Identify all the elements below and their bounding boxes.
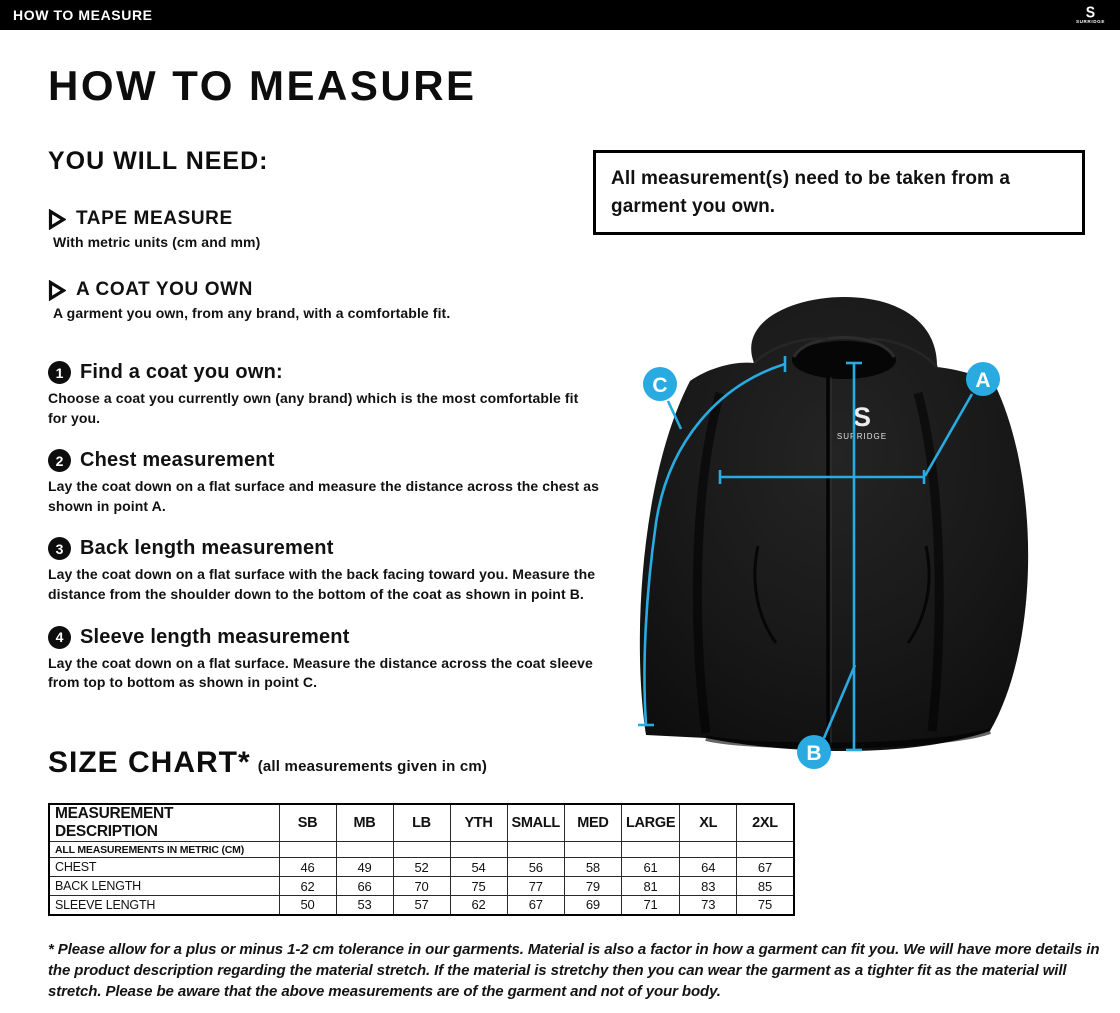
measurement-value-cell: 64	[680, 858, 737, 877]
tolerance-footnote: * Please allow for a plus or minus 1-2 cm tolerance in our garments. Material is also a factor in how a garment can fit you. We will have more details in the product description regarding the material stretch. If the material is stretchy then you can wear the garment as a tighter fit as the material will stretch. Please be aware that the above measurements are of the garment and not of your body.	[48, 941, 1100, 1000]
jacket-measurement-diagram	[588, 293, 1115, 803]
marker-a-label: A	[975, 369, 991, 392]
step-4-sleeve-length	[48, 626, 604, 693]
measurement-value-cell: 46	[279, 858, 336, 877]
measurement-value-cell	[680, 842, 737, 858]
column-size-2xl: 2XL	[737, 804, 794, 842]
measurement-value-cell: 50	[279, 896, 336, 915]
logo-initial: S	[1085, 2, 1096, 22]
step-description: Lay the coat down on a flat surface with the back facing toward you. Measure the distance from the shoulder down to the bottom of the coat as shown in point B.	[48, 566, 596, 602]
column-size-large: LARGE	[621, 804, 679, 842]
steps-list	[48, 361, 604, 693]
jacket-illustration	[588, 293, 1115, 803]
measurement-value-cell: 67	[737, 858, 794, 877]
column-size-med: MED	[564, 804, 621, 842]
need-label: TAPE MEASURE	[76, 208, 233, 229]
step-1-find-coat	[48, 361, 604, 428]
need-item-tape-measure	[48, 208, 604, 250]
step-head	[48, 537, 604, 560]
size-chart-body	[49, 842, 794, 915]
measurement-value-cell: 75	[450, 877, 507, 896]
measurement-value-cell	[621, 842, 679, 858]
step-number-badge: 4	[48, 626, 71, 649]
measurement-value-cell: 62	[279, 877, 336, 896]
jacket-silhouette	[640, 297, 1028, 751]
column-size-xl: XL	[680, 804, 737, 842]
step-description: Choose a coat you currently own (any brand) which is the most comfortable fit for you.	[48, 390, 579, 426]
need-head	[48, 208, 604, 230]
measurement-value-cell: 69	[564, 896, 621, 915]
measurement-value-cell	[564, 842, 621, 858]
step-description: Lay the coat down on a flat surface and measure the distance across the chest as shown in point A.	[48, 478, 600, 514]
step-number-badge: 1	[48, 361, 71, 384]
measurement-value-cell: 54	[450, 858, 507, 877]
measurement-value-cell: 79	[564, 877, 621, 896]
step-number-badge: 2	[48, 449, 71, 472]
column-size-small: SMALL	[507, 804, 564, 842]
marker-c-label: C	[652, 374, 668, 397]
size-chart-heading	[48, 746, 487, 780]
triangle-bullet-icon	[48, 280, 66, 301]
column-size-yth: YTH	[450, 804, 507, 842]
step-3-back-length	[48, 537, 604, 604]
you-will-need-heading: YOU WILL NEED:	[48, 147, 269, 175]
measurement-value-cell: 75	[737, 896, 794, 915]
measurement-value-cell: 56	[507, 858, 564, 877]
column-measurement-description: MEASUREMENT DESCRIPTION	[49, 804, 279, 842]
instructions-column	[48, 147, 604, 714]
need-head	[48, 279, 604, 301]
table-row	[49, 877, 794, 896]
measurement-value-cell	[737, 842, 794, 858]
measurement-value-cell	[336, 842, 393, 858]
top-bar-title: HOW TO MEASURE	[13, 7, 153, 23]
measurement-value-cell: 53	[336, 896, 393, 915]
note-text: All measurement(s) need to be taken from a garment you own.	[611, 168, 1011, 217]
row-label: CHEST	[49, 858, 279, 877]
measurement-value-cell: 85	[737, 877, 794, 896]
step-head	[48, 449, 604, 472]
measurement-value-cell	[507, 842, 564, 858]
marker-b-label: B	[806, 742, 822, 765]
table-row	[49, 896, 794, 915]
measurement-value-cell: 71	[621, 896, 679, 915]
jacket-logo-initial: S	[852, 402, 872, 432]
measurement-value-cell	[393, 842, 450, 858]
jacket-logo-brand: SURRIDGE	[836, 432, 888, 441]
measurement-note-box	[593, 150, 1085, 235]
step-title: Chest measurement	[80, 449, 275, 472]
measurement-value-cell: 81	[621, 877, 679, 896]
surridge-logo-icon	[1075, 2, 1107, 25]
row-label: BACK LENGTH	[49, 877, 279, 896]
table-row	[49, 858, 794, 877]
size-chart-title: SIZE CHART*	[48, 746, 251, 779]
step-head	[48, 361, 604, 384]
page-title: HOW TO MEASURE	[48, 62, 477, 109]
column-size-mb: MB	[336, 804, 393, 842]
step-title: Sleeve length measurement	[80, 625, 350, 648]
size-chart-header-row	[49, 804, 794, 842]
measurement-value-cell: 83	[680, 877, 737, 896]
table-row	[49, 842, 794, 858]
measurement-value-cell: 66	[336, 877, 393, 896]
measurement-value-cell: 57	[393, 896, 450, 915]
measurement-value-cell: 62	[450, 896, 507, 915]
need-description: With metric units (cm and mm)	[53, 234, 261, 250]
measurement-value-cell: 58	[564, 858, 621, 877]
need-description: A garment you own, from any brand, with a comfortable fit.	[53, 305, 451, 321]
top-bar	[0, 0, 1120, 30]
step-title: Find a coat you own:	[80, 361, 283, 383]
step-title: Back length measurement	[80, 537, 334, 560]
measurement-value-cell: 52	[393, 858, 450, 877]
step-2-chest	[48, 449, 604, 516]
row-label: SLEEVE LENGTH	[49, 896, 279, 915]
measurement-value-cell: 70	[393, 877, 450, 896]
measurement-value-cell: 61	[621, 858, 679, 877]
size-chart-table	[48, 803, 795, 916]
triangle-bullet-icon	[48, 209, 66, 230]
step-description: Lay the coat down on a flat surface. Measure the distance across the coat sleeve from top to bottom as shown in point C.	[48, 654, 593, 691]
logo-brand-text: SURRIDGE	[1075, 19, 1105, 25]
column-size-lb: LB	[393, 804, 450, 842]
need-label: A COAT YOU OWN	[76, 279, 253, 300]
column-size-sb: SB	[279, 804, 336, 842]
measurement-value-cell: 49	[336, 858, 393, 877]
step-head	[48, 626, 604, 649]
measurement-value-cell: 73	[680, 896, 737, 915]
measurement-value-cell: 67	[507, 896, 564, 915]
size-chart-subtitle: (all measurements given in cm)	[257, 758, 488, 775]
step-number-badge: 3	[48, 537, 71, 560]
measurement-value-cell	[450, 842, 507, 858]
measurement-value-cell	[279, 842, 336, 858]
need-item-coat	[48, 279, 604, 321]
measurement-value-cell: 77	[507, 877, 564, 896]
row-label: ALL MEASUREMENTS IN METRIC (CM)	[49, 842, 279, 858]
